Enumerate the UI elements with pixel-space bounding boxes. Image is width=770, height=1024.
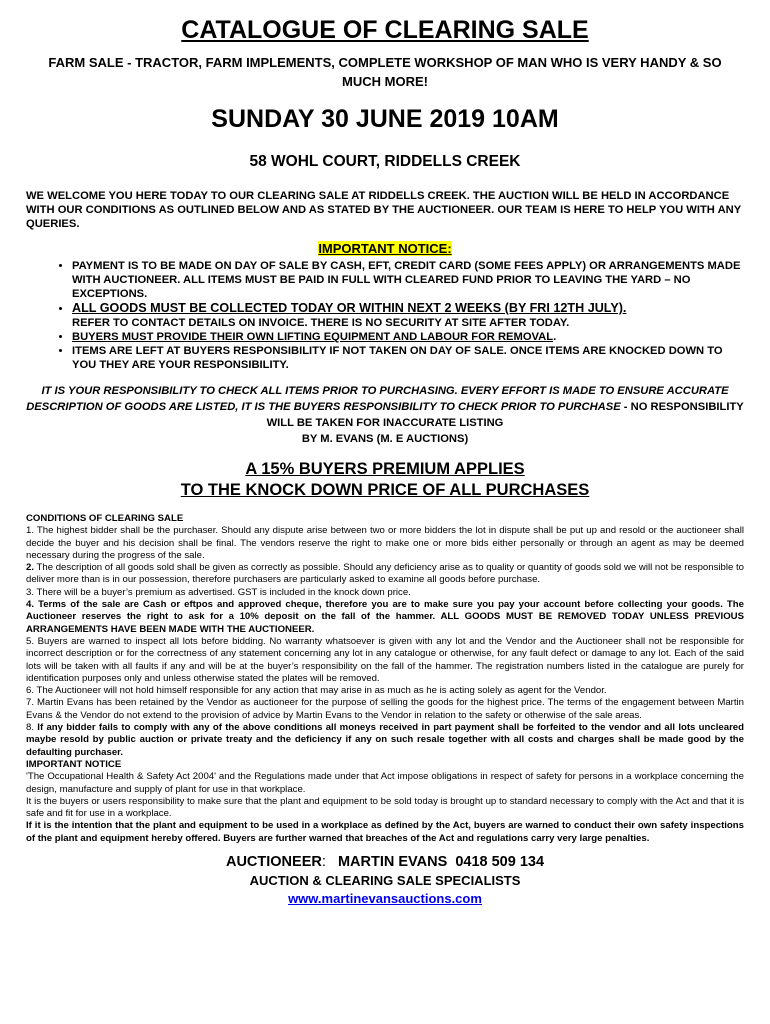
notice-item-lifting-text: BUYERS MUST PROVIDE THEIR OWN LIFTING EQUIPMENT AND LABOUR FOR REMOVAL [72,331,554,343]
website-link[interactable]: www.martinevansauctions.com [288,891,482,907]
page-title: CATALOGUE OF CLEARING SALE [181,16,589,44]
ohs-notice-2: It is the buyers or users responsibility to make sure that the plant and equipment to be sold today is brought up to standard necessary to comply with the Act and that it is safe and fit for use in a workplace. [26,795,744,820]
notice-item-payment: • PAYMENT IS TO BE MADE ON DAY OF SALE BY CASH, EFT, CREDIT CARD (SOME FEES APPLY) OR ARRANGEMENTS MADE WITH AUCTIONEER. ALL ITEMS MUST BE PAID IN FULL WITH CLEARED FUND PRIOR TO LEAVING THE YARD – NO EXCEPTIONS. [72,259,744,301]
notice-item-collection [72,301,744,330]
important-notice-heading: IMPORTANT NOTICE: [318,241,452,256]
premium-line-1: A 15% BUYERS PREMIUM APPLIES [245,460,525,478]
important-notice-list [26,259,744,372]
condition-8-text: If any bidder fails to comply with any of the above conditions all moneys received in part payment shall be forfeited to the vendor and all lots uncleared maybe resold by public auction or private treaty and the deficiency if any on such resale together with all costs and charges shall be made good by the defaulting purchaser. [26,722,744,758]
condition-8 [26,722,744,759]
notice-item-lifting-period: . [553,331,557,343]
specialists-tagline: AUCTION & CLEARING SALE SPECIALISTS [249,873,521,889]
catalogue-page [26,16,744,907]
sale-address: 58 WOHL COURT, RIDDELLS CREEK [249,153,521,170]
welcome-paragraph: WE WELCOME YOU HERE TODAY TO OUR CLEARING SALE AT RIDDELLS CREEK. THE AUCTION WILL BE HELD IN ACCORDANCE WITH OUR CONDITIONS AS OUTLINED BELOW AND AS STATED BY THE AUCTIONEER. OUR TEAM IS HERE TO HELP YOU WITH ANY QUERIES. [26,190,741,230]
condition-7: 7. Martin Evans has been retained by the Vendor as auctioneer for the purpose of selling the goods for the highest price. The terms of the engagement between Martin Evans & the Vendor do not extend to the provision of advice by Martin Evans to the Vendor in relation to the safety or otherwise of the sale areas. [26,697,744,721]
ohs-notice-3: If it is the intention that the plant and equipment to be used in a workplace as defined by the Act, buyers are warned to conduct their own safety inspections of the plant and equipment hereby offered. Buyers are further warned that breaches of the Act and regulations carry very large penalties. [26,820,744,844]
responsibility-plain: NO RESPONSIBILITY WILL BE TAKEN FOR INACCURATE LISTING [266,401,744,429]
conditions-heading: CONDITIONS OF CLEARING SALE [26,513,184,524]
auctioneer-line [26,853,744,871]
condition-4: 4. Terms of the sale are Cash or eftpos and approved cheque, therefore you are to make sure you pay your account before collecting your goods. The Auctioneer reserves the right to ask for a 10% deposit on the fall of the hammer. ALL GOODS MUST BE REMOVED TODAY UNLESS PREVIOUS ARRANGEMENTS HAVE BEEN MADE WITH THE AUCTIONEER. [26,599,744,635]
notice-item-collection-headline: ALL GOODS MUST BE COLLECTED TODAY OR WITHIN NEXT 2 WEEKS (BY FRI 12TH JULY). [72,301,627,315]
auctioneer-separator: : [321,854,338,871]
condition-5: 5. Buyers are warned to inspect all lots before bidding. No warranty whatsoever is given with any lot and the Vendor and the Auctioneer shall not be responsible for incorrect description or for the correctness of any statement concerning any lot in any catalogue or otherwise, for any fault defect or damage to any lot. Each of the said lots will be taken with all faults if any and will be at the buyer’s responsibility on the fall of the hammer. The registration numbers listed in the catalogue are purely for identification purposes only and unless otherwise stated the plates will be removed. [26,635,744,684]
condition-6: 6. The Auctioneer will not hold himself responsible for any action that may arise in as much as he is acting solely as agent for the Vendor. [26,685,607,697]
conditions-section [26,513,744,845]
important-notice-heading-wrap [26,241,744,257]
ohs-notice-1: 'The Occupational Health & Safety Act 2004' and the Regulations made under that Act impose obligations in respect of safety for persons in a workplace concerning the design, manufacture and supply of plant for use in that workplace. [26,771,744,795]
condition-2-text: The description of all goods sold shall be given as correctly as possible. Should any deficiency arise as to quality or quantity of goods sold we will not be responsible to deliver more than is in our possession, therefore purchasers are particularly asked to examine all goods before purchase. [26,562,744,586]
buyers-premium-notice [26,459,744,501]
condition-8-number: 8. [26,722,35,734]
notice-item-responsibility: • ITEMS ARE LEFT AT BUYERS RESPONSIBILITY IF NOT TAKEN ON DAY OF SALE. ONCE ITEMS ARE KNOCKED DOWN TO YOU THEY ARE YOUR RESPONSIBILITY. [72,344,744,372]
website-line [26,890,744,907]
condition-1: 1. The highest bidder shall be the purchaser. Should any dispute arise between two or more bidders the lot in dispute shall be put up and resold or the auctioneer shall decide the buyer and his decision shall be final. The vendors reserve the right to make one or more bids either personally or through an agent as may be deemed necessary during the progress of the sale. [26,525,744,561]
notice-item-lifting [72,330,744,344]
auctioneer-label: AUCTIONEER [225,854,322,871]
ohs-notice-heading: IMPORTANT NOTICE [26,758,122,770]
sale-subtitle: FARM SALE - TRACTOR, FARM IMPLEMENTS, COMPLETE WORKSHOP OF MAN WHO IS VERY HANDY & SO MUCH MORE! [48,55,722,89]
notice-item-collection-detail: REFER TO CONTACT DETAILS ON INVOICE. THERE IS NO SECURITY AT SITE AFTER TODAY. [72,317,570,329]
premium-line-2: TO THE KNOCK DOWN PRICE OF ALL PURCHASES [180,481,590,499]
condition-2-number: 2. [26,562,35,574]
responsibility-italic: IT IS YOUR RESPONSIBILITY TO CHECK ALL ITEMS PRIOR TO PURCHASING. EVERY EFFORT IS MADE TO ENSURE ACCURATE DESCRIPTION OF GOODS ARE LISTED, IT IS THE BUYERS RESPONSIBILITY TO CHECK PRIOR TO PURCHASE - [26,385,729,413]
sale-date: SUNDAY 30 JUNE 2019 10AM [211,105,559,133]
responsibility-statement [26,383,744,447]
responsibility-byline: BY M. EVANS (M. E AUCTIONS) [301,433,469,445]
auctioneer-name-phone: MARTIN EVANS 0418 509 134 [337,854,545,871]
condition-3: 3. There will be a buyer’s premium as advertised. GST is included in the knock down price. [26,586,411,598]
condition-2 [26,562,744,587]
